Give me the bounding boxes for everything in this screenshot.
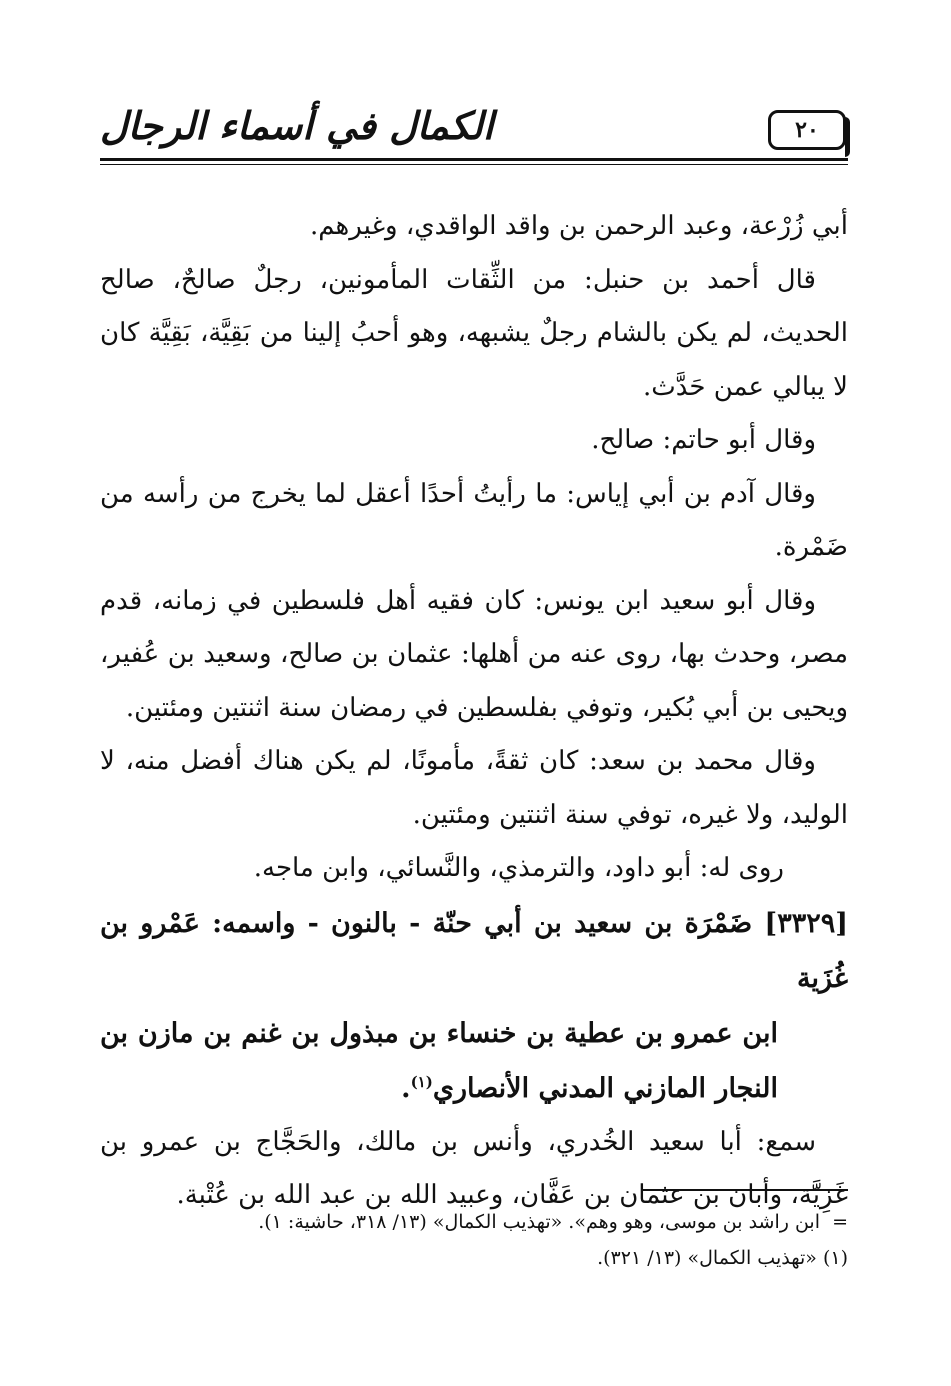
header-rule-thin (100, 164, 848, 165)
paragraph-8: سمع: أبا سعيد الخُدري، وأنس بن مالك، والحَجَّاج بن عمرو بن غَزِيَّة، وأبان بن عثمان بن عَفَّان، وعبيد الله بن عبد الله بن عُتْبة. (100, 1126, 848, 1210)
book-title: الكمال في أسماء الرجال (100, 103, 494, 148)
footnotes (100, 1204, 848, 1276)
footnote-1 (100, 1240, 848, 1276)
footnote-continued-text: ابن راشد بن موسى، وهو وهم». «تهذيب الكمال» (١٣/ ٣١٨، حاشية: ١). (258, 1211, 820, 1233)
footnote-1-mark: (١) (822, 1247, 848, 1269)
paragraph-7: روى له: أبو داود، والترمذي، والنَّسائي، وابن ماجه. (253, 853, 784, 883)
paragraph-2: قال أحمد بن حنبل: من الثِّقات المأمونين، رجلٌ صالحٌ، صالح الحديث، لم يكن بالشام رجلٌ يشبهه، وهو أحبُ إلينا من بَقِيَّة، بَقِيَّة كان لا يبالي عمن حَدَّث. (100, 264, 848, 402)
footnote-continued (100, 1204, 848, 1240)
paragraph-3: وقال أبو حاتم: صالح. (591, 425, 816, 455)
entry-heading-line-2: ابن عمرو بن عطية بن خنساء بن مبذول بن غنم بن مازن بن النجار المازني المدني الأنصاري (100, 1017, 778, 1104)
paragraph-6: وقال محمد بن سعد: كان ثقةً، مأمونًا، لم يكن هناك أفضل منه، لا الوليد، ولا غيره، توفي سنة اثنتين ومئتين. (100, 746, 848, 830)
running-header (100, 100, 848, 164)
paragraph-1: أبي زُرْعة، وعبد الرحمن بن واقد الواقدي، وغيرهم. (309, 211, 848, 241)
header-rule (100, 158, 848, 161)
footnote-separator (643, 1189, 848, 1191)
footnote-reference-1[interactable]: (١) (410, 1072, 433, 1091)
paragraph-4: وقال آدم بن أبي إياس: ما رأيتُ أحدًا أعقل لما يخرج من رأسه من ضَمْرة. (100, 478, 848, 562)
entry-heading-end: . (401, 1072, 411, 1104)
entry-heading-line-1: [٣٣٢٩] ضَمْرَة بن سعيد بن أبي حنّة - بالنون - واسمه: عَمْرو بن غُزَية (100, 907, 848, 994)
page-number: ٢٠ (768, 110, 846, 150)
footnote-continued-mark: = (832, 1211, 848, 1233)
footnote-1-text: «تهذيب الكمال» (١٣/ ٣٢١). (597, 1247, 817, 1269)
biography-entry-heading (100, 896, 848, 1116)
main-text (100, 200, 848, 1223)
paragraph-5: وقال أبو سعيد ابن يونس: كان فقيه أهل فلسطين في زمانه، قدم مصر، وحدث بها، روى عنه من أهلها: عثمان بن صالح، وسعيد بن عُفير، ويحيى بن أبي بُكير، وتوفي بفلسطين في رمضان سنة اثنتين ومئتين. (100, 585, 848, 723)
entry-heading-continuation (100, 1006, 848, 1116)
